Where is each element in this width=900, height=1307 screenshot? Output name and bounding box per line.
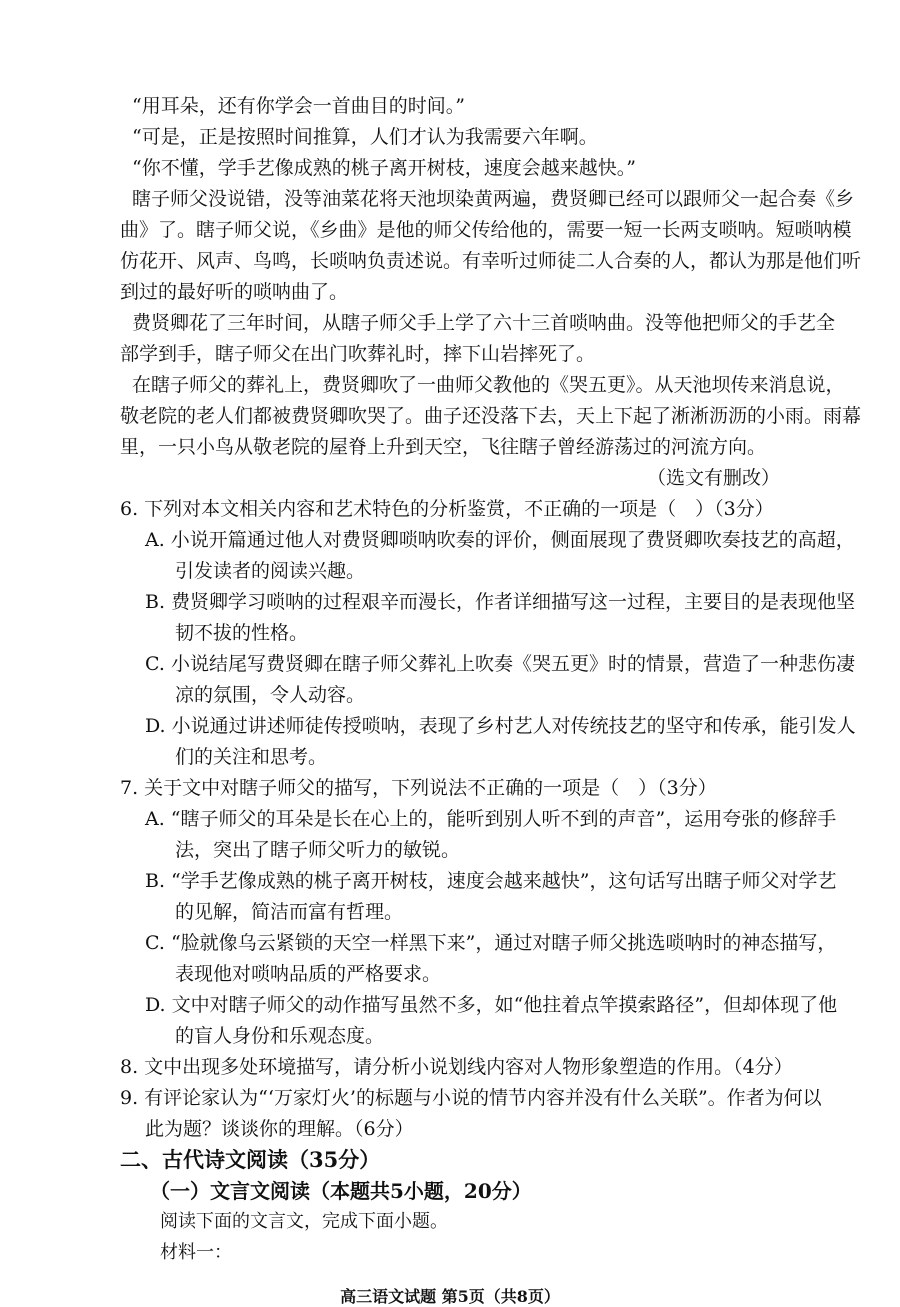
story-line: “可是，正是按照时间推算，人们才认为我需要六年啊。 xyxy=(132,126,598,148)
section-2-material: 材料一： xyxy=(160,1242,232,1263)
q6-option-c-cont: 凉的氛围，令人动容。 xyxy=(175,684,366,706)
story-line: 部学到手，瞎子师父在出门吹葬礼时，摔下山岩摔死了。 xyxy=(120,343,596,365)
q7-option-c-cont: 表现他对唢呐品质的严格要求。 xyxy=(175,963,442,985)
section-2-title: 二、古代诗文阅读（35分） xyxy=(120,1147,381,1172)
q6-option-d-cont: 们的关注和思考。 xyxy=(175,746,328,768)
story-line: “用耳朵，还有你学会一首曲目的时间。” xyxy=(132,95,465,117)
q6-option-d: D. 小说通过讲述师徒传授唢呐，表现了乡村艺人对传统技艺的坚守和传承，能引发人 xyxy=(145,715,856,737)
q7-option-b: B. “学手艺像成熟的桃子离开树枝，速度会越来越快”，这句话写出瞎子师父对学艺 xyxy=(145,870,837,892)
story-line: 到过的最好听的唢呐曲了。 xyxy=(120,281,349,303)
q7-option-c: C. “脸就像乌云紧锁的天空一样黑下来”，通过对瞎子师父挑选唢呐时的神态描写， xyxy=(145,932,837,954)
q7-option-d: D. 文中对瞎子师父的动作描写虽然不多，如“他拄着点竿摸索路径”，但却体现了他 xyxy=(145,994,838,1016)
story-line: 里，一只小鸟从敬老院的屋脊上升到天空，飞往瞎子曾经游荡过的河流方向。 xyxy=(120,436,767,458)
section-2-instruction: 阅读下面的文言文，完成下面小题。 xyxy=(160,1211,448,1232)
q6-option-a: A. 小说开篇通过他人对费贤卿唢呐吹奏的评价，侧面展现了费贤卿吹奏技艺的高超， xyxy=(145,529,855,551)
question-6-stem: 6. 下列对本文相关内容和艺术特色的分析鉴赏，不正确的一项是（ ）（3分） xyxy=(120,498,774,520)
section-2-subtitle: （一）文言文阅读（本题共5小题，20分） xyxy=(150,1179,532,1203)
q6-option-a-cont: 引发读者的阅读兴趣。 xyxy=(175,560,366,582)
story-line: 仿花开、风声、鸟鸣，长唢呐负责述说。有幸听过师徒二人合奏的人，都认为那是他们听 xyxy=(120,250,862,272)
story-line: 曲》了。瞎子师父说，《乡曲》是他的师父传给他的，需要一短一长两支唢呐。短唢呐模 xyxy=(120,219,852,241)
story-line: 在瞎子师父的葬礼上，费贤卿吹了一曲师父教他的《哭五更》。从天池坝传来消息说， xyxy=(132,374,845,396)
page-footer: 高三语文试题 第5页（共8页） xyxy=(340,1287,560,1306)
source-note: （选文有删改） xyxy=(646,467,780,489)
q6-option-b: B. 费贤卿学习唢呐的过程艰辛而漫长，作者详细描写这一过程，主要目的是表现他坚 xyxy=(145,591,856,613)
question-9-cont: 此为题？谈谈你的理解。（6分） xyxy=(145,1118,414,1140)
story-line: “你不懂，学手艺像成熟的桃子离开树枝，速度会越来越快。” xyxy=(132,157,636,179)
story-line: 敬老院的老人们都被费贤卿吹哭了。曲子还没落下去，天上下起了淅淅沥沥的小雨。雨幕 xyxy=(120,405,862,427)
question-8: 8. 文中出现多处环境描写，请分析小说划线内容对人物形象塑造的作用。（4分） xyxy=(120,1056,793,1078)
q6-option-c: C. 小说结尾写费贤卿在瞎子师父葬礼上吹奏《哭五更》时的情景，营造了一种悲伤凄 xyxy=(145,653,855,675)
q7-option-d-cont: 的盲人身份和乐观态度。 xyxy=(175,1025,385,1047)
story-line: 费贤卿花了三年时间，从瞎子师父手上学了六十三首唢呐曲。没等他把师父的手艺全 xyxy=(132,312,836,334)
q7-option-b-cont: 的见解，简洁而富有哲理。 xyxy=(175,901,404,923)
q6-option-b-cont: 韧不拔的性格。 xyxy=(175,622,309,644)
story-line: 瞎子师父没说错，没等油菜花将天池坝染黄两遍，费贤卿已经可以跟师父一起合奏《乡 xyxy=(132,188,855,210)
q7-option-a-cont: 法，突出了瞎子师父听力的敏锐。 xyxy=(175,839,461,861)
question-7-stem: 7. 关于文中对瞎子师父的描写，下列说法不正确的一项是（ ）（3分） xyxy=(120,777,717,799)
q7-option-a: A. “瞎子师父的耳朵是长在心上的，能听到别人听不到的声音”，运用夸张的修辞手 xyxy=(145,808,837,830)
question-9: 9. 有评论家认为“‘万家灯火’的标题与小说的情节内容并没有什么关联”。作者为何以 xyxy=(120,1087,822,1109)
